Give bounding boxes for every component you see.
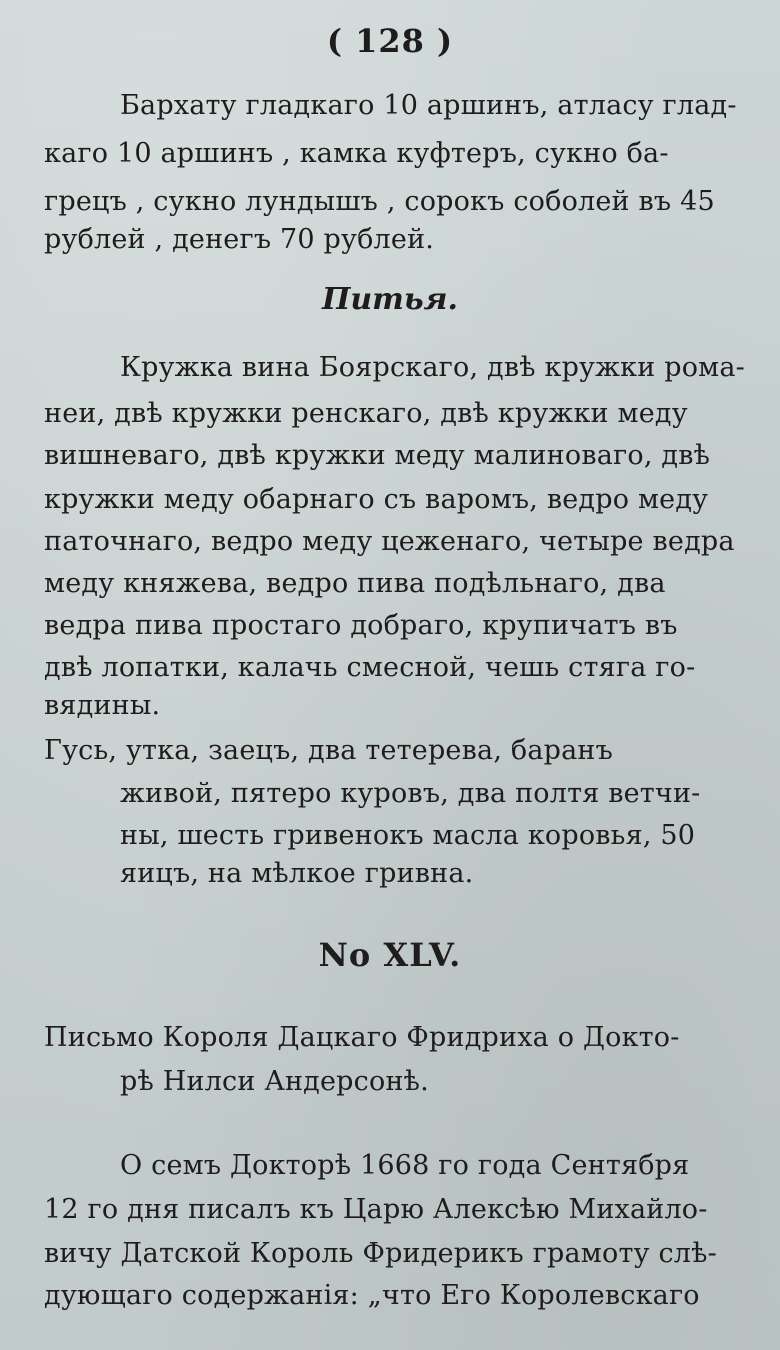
text-line: меду княжева, ведро пива подѣльнаго, два [44,568,666,599]
text-line: дующаго содержанія: „что Его Королевскаго [44,1280,700,1311]
text-line: Письмо Короля Дацкаго Фридриха о Докто- [44,1022,680,1053]
text-line: рѣ Нилси Андерсонѣ. [120,1066,429,1097]
section-number: No XLV. [318,936,462,974]
text-line: Гусь, утка, заецъ, два тетерева, баранъ [44,735,613,766]
text-line: вичу Датской Король Фридерикъ грамоту слѣ- [44,1238,717,1269]
text-line: кружки меду обарнаго съ варомъ, ведро меду [44,484,709,515]
text-line: рублей , денегъ 70 рублей. [44,224,435,255]
text-line: ведра пива простаго добраго, крупичатъ въ [44,610,678,641]
text-line: Кружка вина Боярскаго, двѣ кружки рома- [120,352,745,383]
text-line: вядины. [44,690,161,721]
text-line: каго 10 аршинъ , камка куфтеръ, сукно ба- [44,138,669,169]
text-line: вишневаго, двѣ кружки меду малиноваго, двѣ [44,440,711,471]
text-line: яицъ, на мѣлкое гривна. [120,858,474,889]
text-line: Бархату гладкаго 10 аршинъ, атласу глад- [120,90,737,121]
text-line: ны, шесть гривенокъ масла коровья, 50 [120,820,696,851]
page-number: ( 128 ) [326,22,454,60]
text-line: О семъ Докторѣ 1668 го года Сентября [120,1150,690,1181]
text-line: двѣ лопатки, калачь смесной, чешь стяга го- [44,652,696,683]
text-line: 12 го дня писалъ къ Царю Алексѣю Михайло- [44,1194,708,1225]
text-line: паточнаго, ведро меду цеженаго, четыре ведра [44,526,735,557]
text-line: неи, двѣ кружки ренскаго, двѣ кружки меду [44,398,688,429]
text-line: грецъ , сукно лундышъ , сорокъ соболей въ 45 [44,186,715,217]
text-line: живой, пятеро куровъ, два полтя ветчи- [120,778,701,809]
section-heading: Питья. [321,282,458,317]
